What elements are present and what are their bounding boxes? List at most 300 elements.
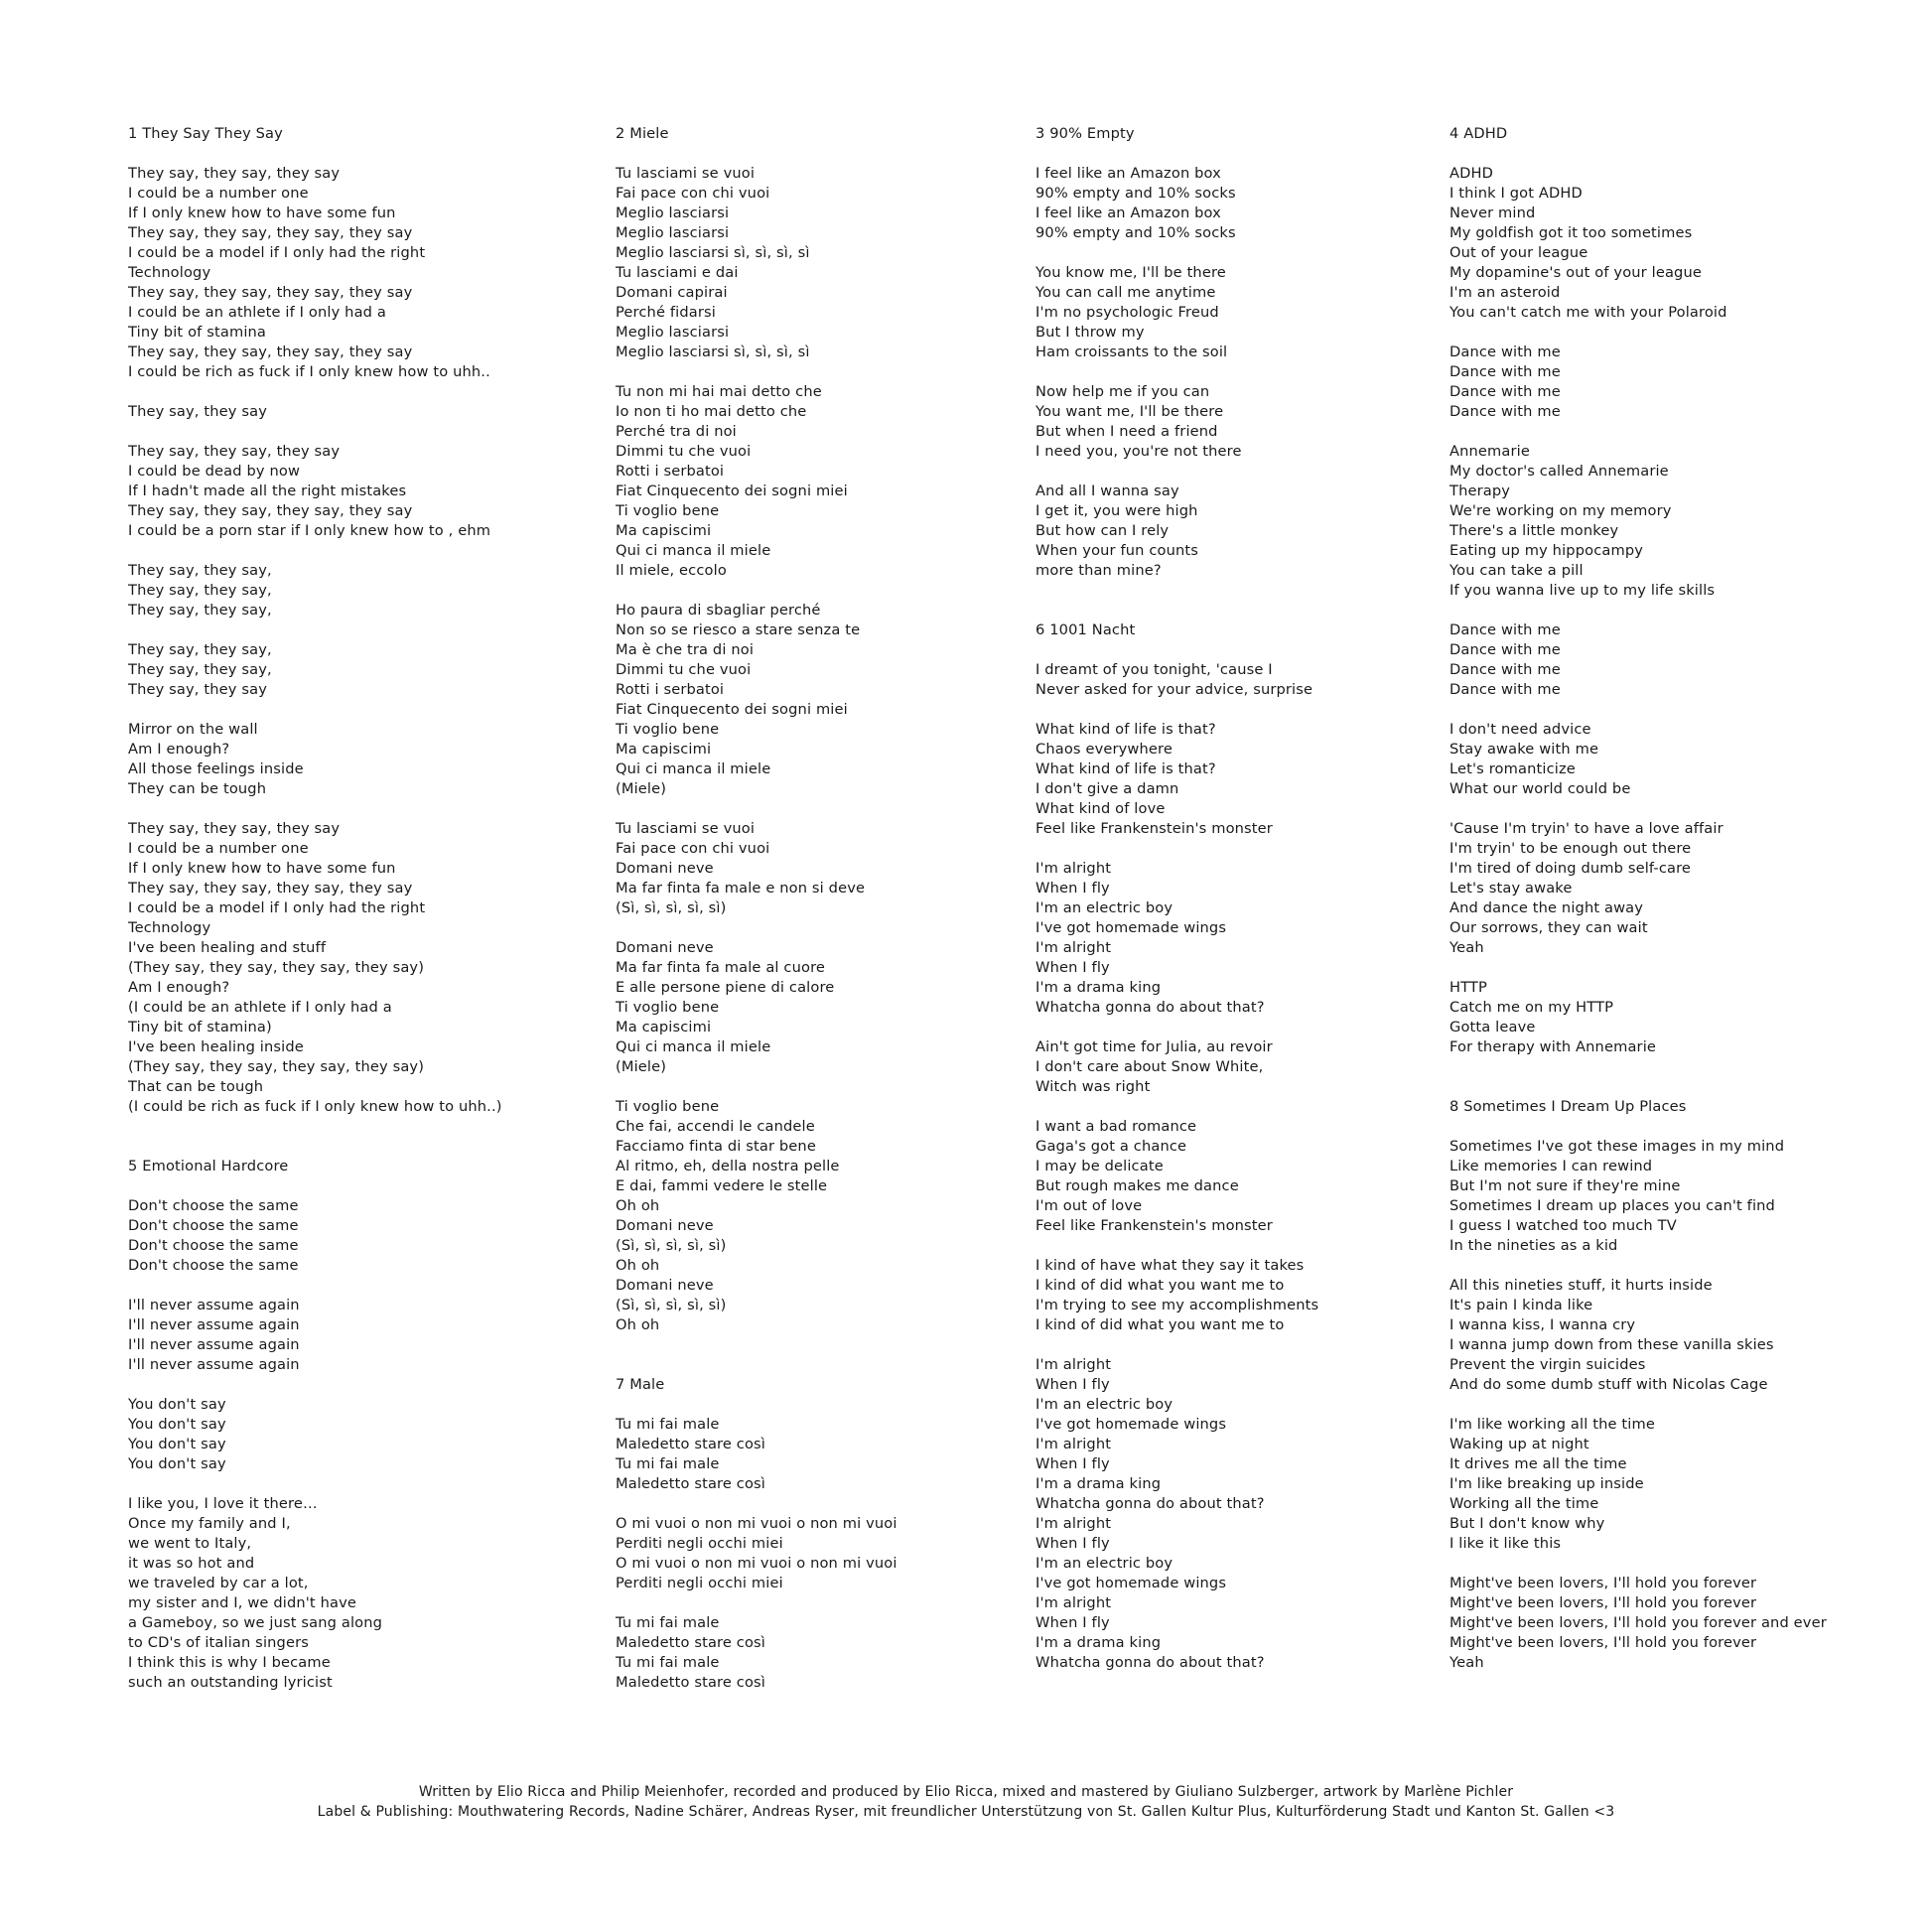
stanza <box>1035 859 1443 1018</box>
lyric-line: They say, they say, they say <box>128 443 341 460</box>
lyric-line: I could be rich as fuck if I only knew how to uhh.. <box>128 363 490 380</box>
lyric-line: Might've been lovers, I'll hold you forever and ever <box>1449 1614 1827 1631</box>
lyric-line: Mirror on the wall <box>128 721 258 738</box>
lyric-line: You don't say <box>128 1455 226 1472</box>
lyric-line: I'm alright <box>1035 860 1112 877</box>
lyric-line: Ma far finta fa male al cuore <box>616 959 826 976</box>
lyric-line: I wanna jump down from these vanilla skies <box>1449 1336 1774 1353</box>
lyric-line: You don't say <box>128 1436 226 1452</box>
lyric-line: Whatcha gonna do about that? <box>1035 1654 1265 1671</box>
lyric-line: I like it like this <box>1449 1535 1562 1552</box>
lyric-line: (Sì, sì, sì, sì, sì) <box>616 1237 727 1254</box>
lyric-line: it was so hot and <box>128 1555 255 1572</box>
lyric-line: Catch me on my HTTP <box>1449 999 1614 1016</box>
lyric-line: (Sì, sì, sì, sì, sì) <box>616 899 727 916</box>
lyric-line: I could be dead by now <box>128 463 301 480</box>
lyric-line: They say, they say, <box>128 641 272 658</box>
lyric-line: What our world could be <box>1449 780 1631 797</box>
lyric-line: Maledetto stare così <box>616 1674 765 1691</box>
lyric-line: When I fly <box>1035 1455 1110 1472</box>
lyric-line: I need you, you're not there <box>1035 443 1242 460</box>
lyric-line: I'm alright <box>1035 1436 1112 1452</box>
lyric-line: Might've been lovers, I'll hold you forever <box>1449 1634 1757 1651</box>
lyric-line: Meglio lasciarsi <box>616 224 730 241</box>
lyric-line: (They say, they say, they say, they say) <box>128 1058 425 1075</box>
lyric-line: When I fly <box>1035 1376 1110 1393</box>
lyric-line: Oh oh <box>616 1257 660 1274</box>
stanza <box>616 601 1023 799</box>
lyric-line: And do some dumb stuff with Nicolas Cage <box>1449 1376 1768 1393</box>
lyric-line: I could be a porn star if I only knew how to , ehm <box>128 522 491 539</box>
lyric-line: Dance with me <box>1449 344 1561 360</box>
lyric-line: Don't choose the same <box>128 1237 299 1254</box>
lyric-line: Don't choose the same <box>128 1257 299 1274</box>
lyric-line: Might've been lovers, I'll hold you forever <box>1449 1575 1757 1591</box>
stanza <box>1449 1415 1916 1554</box>
lyric-line: I'm tired of doing dumb self-care <box>1449 860 1692 877</box>
lyric-line: Ma far finta fa male e non si deve <box>616 880 866 897</box>
lyric-line: I want a bad romance <box>1035 1118 1197 1135</box>
lyrics-column-3 <box>1035 124 1443 1673</box>
lyric-line: I guess I watched too much TV <box>1449 1217 1677 1234</box>
lyric-line: I'm like breaking up inside <box>1449 1475 1644 1492</box>
lyric-line: Tu lasciami se vuoi <box>616 820 756 837</box>
lyric-line: Eating up my hippocampy <box>1449 542 1644 559</box>
stanza <box>1449 1276 1916 1395</box>
lyric-line: Meglio lasciarsi sì, sì, sì, sì <box>616 344 810 360</box>
lyric-line: Technology <box>128 919 211 936</box>
lyric-line: I could be a model if I only had the right <box>128 899 426 916</box>
lyrics-column-4 <box>1449 124 1916 1673</box>
lyric-line: You don't say <box>128 1416 226 1433</box>
lyric-line: Tu mi fai male <box>616 1455 720 1472</box>
lyric-line: Domani neve <box>616 1277 714 1294</box>
lyric-line: I feel like an Amazon box <box>1035 165 1221 182</box>
lyric-line: Maledetto stare così <box>616 1475 765 1492</box>
lyric-line: I kind of did what you want me to <box>1035 1316 1285 1333</box>
stanza <box>1035 660 1443 700</box>
lyric-line: Fiat Cinquecento dei sogni miei <box>616 483 848 499</box>
lyric-line: When I fly <box>1035 880 1110 897</box>
lyric-line: I've got homemade wings <box>1035 1575 1227 1591</box>
lyric-line: Fai pace con chi vuoi <box>616 185 770 202</box>
lyric-line: Perché fidarsi <box>616 304 716 321</box>
lyric-line: Sometimes I dream up places you can't find <box>1449 1197 1775 1214</box>
song-block <box>1035 621 1443 1673</box>
lyric-line: I'm a drama king <box>1035 1634 1162 1651</box>
song-title: 5 Emotional Hardcore <box>128 1158 289 1174</box>
lyric-line: Never mind <box>1449 205 1536 221</box>
lyric-line: Don't choose the same <box>128 1197 299 1214</box>
stanza <box>1449 442 1916 601</box>
lyric-line: Ho paura di sbagliar perché <box>616 602 821 619</box>
lyric-line: I kind of have what they say it takes <box>1035 1257 1305 1274</box>
lyric-line: What kind of love <box>1035 800 1166 817</box>
lyric-line: I'm alright <box>1035 1594 1112 1611</box>
lyric-line: Qui ci manca il miele <box>616 1038 771 1055</box>
song-block <box>1035 124 1443 581</box>
song-block <box>1449 124 1916 1057</box>
lyric-line: I'm tryin' to be enough out there <box>1449 840 1692 857</box>
stanza <box>1035 720 1443 839</box>
lyric-line: Domani neve <box>616 939 714 956</box>
lyric-line: Ma è che tra di noi <box>616 641 755 658</box>
lyric-line: When I fly <box>1035 959 1110 976</box>
lyric-line: They say, they say, they say, they say <box>128 502 413 519</box>
lyric-line: I'm an asteroid <box>1449 284 1561 301</box>
lyric-line: Let's romanticize <box>1449 760 1576 777</box>
lyric-line: And all I wanna say <box>1035 483 1179 499</box>
lyric-line: But how can I rely <box>1035 522 1170 539</box>
lyric-line: But I don't know why <box>1449 1515 1605 1532</box>
stanza <box>1035 482 1443 581</box>
lyric-line: (Miele) <box>616 1058 667 1075</box>
lyric-line: But I'm not sure if they're mine <box>1449 1177 1681 1194</box>
lyric-line: Ma capiscimi <box>616 1019 712 1035</box>
lyric-line: E dai, fammi vedere le stelle <box>616 1177 828 1194</box>
lyric-line: I'm out of love <box>1035 1197 1143 1214</box>
lyric-line: Witch was right <box>1035 1078 1151 1095</box>
lyric-line: Meglio lasciarsi sì, sì, sì, sì <box>616 244 810 261</box>
lyric-line: What kind of life is that? <box>1035 760 1216 777</box>
lyric-line: My doctor's called Annemarie <box>1449 463 1669 480</box>
lyric-line: Perditi negli occhi miei <box>616 1535 783 1552</box>
lyric-line: Ti voglio bene <box>616 999 720 1016</box>
lyric-line: I'm alright <box>1035 1356 1112 1373</box>
stanza <box>1449 1574 1916 1673</box>
stanza <box>1449 621 1916 700</box>
stanza <box>128 1296 595 1375</box>
lyric-line: Whatcha gonna do about that? <box>1035 999 1265 1016</box>
lyric-line: When your fun counts <box>1035 542 1199 559</box>
lyrics-column-2 <box>616 124 1023 1693</box>
lyric-line: There's a little monkey <box>1449 522 1619 539</box>
lyric-line: we traveled by car a lot, <box>128 1575 309 1591</box>
lyric-line: (They say, they say, they say, they say) <box>128 959 425 976</box>
lyric-line: Ma capiscimi <box>616 741 712 758</box>
lyric-line: Once my family and I, <box>128 1515 291 1532</box>
lyric-line: Io non ti ho mai detto che <box>616 403 807 420</box>
lyric-line: Dance with me <box>1449 621 1561 638</box>
lyric-line: I think I got ADHD <box>1449 185 1583 202</box>
lyric-line: I kind of did what you want me to <box>1035 1277 1285 1294</box>
lyric-line: Don't choose the same <box>128 1217 299 1234</box>
lyric-line: Dance with me <box>1449 363 1561 380</box>
lyric-line: Ma capiscimi <box>616 522 712 539</box>
lyric-line: I've got homemade wings <box>1035 1416 1227 1433</box>
lyric-line: They can be tough <box>128 780 267 797</box>
lyric-line: I don't need advice <box>1449 721 1591 738</box>
lyric-line: They say, they say <box>128 403 267 420</box>
stanza <box>128 819 595 1117</box>
lyric-line: Our sorrows, they can wait <box>1449 919 1648 936</box>
lyric-line: I feel like an Amazon box <box>1035 205 1221 221</box>
song-title: 6 1001 Nacht <box>1035 621 1136 638</box>
song-block <box>128 1157 595 1693</box>
lyric-line: Perditi negli occhi miei <box>616 1575 783 1591</box>
song-title: 7 Male <box>616 1376 665 1393</box>
lyric-line: It's pain I kinda like <box>1449 1297 1593 1313</box>
lyric-line: a Gameboy, so we just sang along <box>128 1614 383 1631</box>
stanza <box>616 1514 1023 1593</box>
lyric-line: Meglio lasciarsi <box>616 324 730 341</box>
lyric-line: Yeah <box>1449 1654 1484 1671</box>
lyric-line: Working all the time <box>1449 1495 1599 1512</box>
lyric-line: Domani neve <box>616 1217 714 1234</box>
lyric-line: I could be an athlete if I only had a <box>128 304 386 321</box>
lyric-line: Stay awake with me <box>1449 741 1599 758</box>
lyric-line: I could be a number one <box>128 840 309 857</box>
stanza <box>128 164 595 382</box>
lyric-line: Dimmi tu che vuoi <box>616 661 752 678</box>
lyric-line: Feel like Frankenstein's monster <box>1035 820 1273 837</box>
stanza <box>616 382 1023 581</box>
lyric-line: That can be tough <box>128 1078 264 1095</box>
credits-line-1: Written by Elio Ricca and Philip Meienhofer, recorded and produced by Elio Ricca, mixed and mastered by Giuliano Sulzberger, artwork by Marlène Pichler <box>418 1784 1514 1800</box>
lyric-line: Ti voglio bene <box>616 721 720 738</box>
lyric-line: When I fly <box>1035 1535 1110 1552</box>
lyric-line: Feel like Frankenstein's monster <box>1035 1217 1273 1234</box>
lyric-line: You don't say <box>128 1396 226 1413</box>
lyric-line: When I fly <box>1035 1614 1110 1631</box>
lyric-line: HTTP <box>1449 979 1487 996</box>
stanza <box>1449 343 1916 422</box>
lyric-line: I'll never assume again <box>128 1356 300 1373</box>
lyric-line: I've been healing inside <box>128 1038 304 1055</box>
lyric-line: If I only knew how to have some fun <box>128 205 396 221</box>
lyric-line: Tu mi fai male <box>616 1654 720 1671</box>
lyric-line: They say, they say, <box>128 602 272 619</box>
lyric-line: Tu lasciami se vuoi <box>616 165 756 182</box>
stanza <box>128 402 595 422</box>
lyric-line: They say, they say, <box>128 582 272 599</box>
lyric-line: I'm a drama king <box>1035 979 1162 996</box>
lyric-line: Prevent the virgin suicides <box>1449 1356 1646 1373</box>
lyric-line: (I could be an athlete if I only had a <box>128 999 392 1016</box>
song-block <box>1449 1097 1916 1673</box>
lyric-line: Ti voglio bene <box>616 1098 720 1115</box>
lyric-line: Dance with me <box>1449 681 1561 698</box>
stanza <box>1035 1037 1443 1097</box>
lyric-line: Rotti i serbatoi <box>616 681 725 698</box>
lyric-line: They say, they say, they say, they say <box>128 284 413 301</box>
lyric-line: Meglio lasciarsi <box>616 205 730 221</box>
stanza <box>1035 382 1443 462</box>
lyric-line: Fiat Cinquecento dei sogni miei <box>616 701 848 718</box>
lyric-line: In the nineties as a kid <box>1449 1237 1618 1254</box>
lyric-line: Never asked for your advice, surprise <box>1035 681 1313 698</box>
lyric-line: Gaga's got a chance <box>1035 1138 1187 1155</box>
lyric-line: Fai pace con chi vuoi <box>616 840 770 857</box>
lyric-line: Technology <box>128 264 211 281</box>
song-title: 2 Miele <box>616 125 669 142</box>
lyric-line: O mi vuoi o non mi vuoi o non mi vuoi <box>616 1515 897 1532</box>
lyric-line: I'm no psychologic Freud <box>1035 304 1219 321</box>
lyric-line: Therapy <box>1449 483 1511 499</box>
lyric-line: I've been healing and stuff <box>128 939 327 956</box>
lyric-line: You want me, I'll be there <box>1035 403 1224 420</box>
lyric-line: more than mine? <box>1035 562 1162 579</box>
lyric-line: O mi vuoi o non mi vuoi o non mi vuoi <box>616 1555 897 1572</box>
stanza <box>1035 1355 1443 1673</box>
stanza <box>1449 819 1916 958</box>
lyric-line: I'm an electric boy <box>1035 1555 1173 1572</box>
stanza <box>128 720 595 799</box>
credits-footer <box>0 1782 1932 1822</box>
song-title: 1 They Say They Say <box>128 125 283 142</box>
lyric-line: I'm alright <box>1035 1515 1112 1532</box>
lyric-line: Tu lasciami e dai <box>616 264 739 281</box>
lyric-line: It drives me all the time <box>1449 1455 1627 1472</box>
lyric-line: I like you, I love it there… <box>128 1495 318 1512</box>
stanza <box>128 1395 595 1474</box>
lyric-line: Tiny bit of stamina <box>128 324 267 341</box>
lyric-line: Annemarie <box>1449 443 1531 460</box>
lyric-line: Dance with me <box>1449 403 1561 420</box>
lyric-line: If I only knew how to have some fun <box>128 860 396 877</box>
song-title: 3 90% Empty <box>1035 125 1135 142</box>
stanza <box>616 1613 1023 1693</box>
song-title: 8 Sometimes I Dream Up Places <box>1449 1098 1687 1115</box>
lyric-line: I'm like working all the time <box>1449 1416 1655 1433</box>
lyric-line: Am I enough? <box>128 741 230 758</box>
lyric-line: Al ritmo, eh, della nostra pelle <box>616 1158 840 1174</box>
lyric-line: I'm alright <box>1035 939 1112 956</box>
lyric-line: Am I enough? <box>128 979 230 996</box>
lyric-line: I'm an electric boy <box>1035 1396 1173 1413</box>
lyric-line: Out of your league <box>1449 244 1588 261</box>
lyric-line: I think this is why I became <box>128 1654 331 1671</box>
lyric-line: They say, they say, they say <box>128 165 341 182</box>
lyric-line: Maledetto stare così <box>616 1634 765 1651</box>
lyric-line: I get it, you were high <box>1035 502 1198 519</box>
lyric-line: Dance with me <box>1449 641 1561 658</box>
lyric-line: Tiny bit of stamina) <box>128 1019 272 1035</box>
stanza <box>1035 1256 1443 1335</box>
lyric-line: But I throw my <box>1035 324 1145 341</box>
lyric-line: I'll never assume again <box>128 1316 300 1333</box>
lyric-line: we went to Italy, <box>128 1535 252 1552</box>
lyric-line: They say, they say, they say <box>128 820 341 837</box>
lyric-line: If you wanna live up to my life skills <box>1449 582 1716 599</box>
lyric-line: Tu mi fai male <box>616 1416 720 1433</box>
stanza <box>616 938 1023 1077</box>
lyric-line: My goldfish got it too sometimes <box>1449 224 1693 241</box>
lyric-line: You can't catch me with your Polaroid <box>1449 304 1727 321</box>
lyric-line: They say, they say <box>128 681 267 698</box>
lyric-line: I may be delicate <box>1035 1158 1164 1174</box>
lyric-line: They say, they say, they say, they say <box>128 344 413 360</box>
lyric-line: my sister and I, we didn't have <box>128 1594 356 1611</box>
lyric-line: Domani neve <box>616 860 714 877</box>
lyric-line: You can call me anytime <box>1035 284 1216 301</box>
lyric-line: Now help me if you can <box>1035 383 1210 400</box>
stanza <box>616 164 1023 362</box>
lyric-line: All this nineties stuff, it hurts inside <box>1449 1277 1713 1294</box>
lyrics-column-1 <box>128 124 595 1693</box>
lyric-line: They say, they say, they say, they say <box>128 880 413 897</box>
lyric-line: Like memories I can rewind <box>1449 1158 1653 1174</box>
lyric-line: Domani capirai <box>616 284 728 301</box>
stanza <box>1035 164 1443 243</box>
stanza <box>128 640 595 700</box>
lyric-line: For therapy with Annemarie <box>1449 1038 1657 1055</box>
lyric-line: Facciamo finta di star bene <box>616 1138 816 1155</box>
lyric-line: Qui ci manca il miele <box>616 760 771 777</box>
lyric-line: I don't care about Snow White, <box>1035 1058 1264 1075</box>
lyric-line: I dreamt of you tonight, 'cause I <box>1035 661 1273 678</box>
lyric-line: I could be a model if I only had the right <box>128 244 426 261</box>
lyric-line: Qui ci manca il miele <box>616 542 771 559</box>
lyric-line: E alle persone piene di calore <box>616 979 835 996</box>
lyric-line: My dopamine's out of your league <box>1449 264 1702 281</box>
stanza <box>1035 263 1443 362</box>
lyric-line: We're working on my memory <box>1449 502 1672 519</box>
stanza <box>616 1415 1023 1494</box>
song-title: 4 ADHD <box>1449 125 1508 142</box>
lyric-line: I'll never assume again <box>128 1297 300 1313</box>
lyric-line: Oh oh <box>616 1316 660 1333</box>
credits-line-2: Label & Publishing: Mouthwatering Records, Nadine Schärer, Andreas Ryser, mit freundlicher Unterstützung von St. Gallen Kultur Plus, Kulturförderung Stadt und Kanton St. Gallen <3 <box>317 1804 1615 1820</box>
lyric-line: Dance with me <box>1449 661 1561 678</box>
stanza <box>128 561 595 621</box>
song-block <box>616 124 1023 1335</box>
lyric-line: And dance the night away <box>1449 899 1644 916</box>
stanza <box>1449 978 1916 1057</box>
lyric-line: Ain't got time for Julia, au revoir <box>1035 1038 1273 1055</box>
lyric-line: 'Cause I'm tryin' to have a love affair <box>1449 820 1724 837</box>
lyric-line: What kind of life is that? <box>1035 721 1216 738</box>
lyric-line: Let's stay awake <box>1449 880 1573 897</box>
lyric-line: Yeah <box>1449 939 1484 956</box>
lyric-line: Maledetto stare così <box>616 1436 765 1452</box>
lyric-line: Whatcha gonna do about that? <box>1035 1495 1265 1512</box>
lyric-line: Sometimes I've got these images in my mind <box>1449 1138 1785 1155</box>
lyric-line: Ham croissants to the soil <box>1035 344 1228 360</box>
stanza <box>128 1196 595 1276</box>
stanza <box>128 442 595 541</box>
lyric-line: ADHD <box>1449 165 1494 182</box>
lyric-line: They say, they say, <box>128 562 272 579</box>
stanza <box>1035 1117 1443 1236</box>
lyric-line: They say, they say, <box>128 661 272 678</box>
stanza <box>1449 164 1916 323</box>
lyric-line: 90% empty and 10% socks <box>1035 185 1236 202</box>
lyric-line: Oh oh <box>616 1197 660 1214</box>
lyric-line: Ti voglio bene <box>616 502 720 519</box>
lyric-line: I could be a number one <box>128 185 309 202</box>
stanza <box>128 1494 595 1693</box>
lyric-line: Il miele, eccolo <box>616 562 727 579</box>
stanza <box>616 1097 1023 1335</box>
lyric-line: I've got homemade wings <box>1035 919 1227 936</box>
lyric-line: (Miele) <box>616 780 667 797</box>
stanza <box>1449 720 1916 799</box>
lyric-line: (I could be rich as fuck if I only knew how to uhh..) <box>128 1098 502 1115</box>
lyric-line: If I hadn't made all the right mistakes <box>128 483 407 499</box>
lyric-line: Rotti i serbatoi <box>616 463 725 480</box>
lyric-line: Gotta leave <box>1449 1019 1536 1035</box>
lyric-line: I don't give a damn <box>1035 780 1179 797</box>
lyric-line: Tu non mi hai mai detto che <box>616 383 822 400</box>
stanza <box>1449 1137 1916 1256</box>
lyric-line: Might've been lovers, I'll hold you forever <box>1449 1594 1757 1611</box>
lyric-line: All those feelings inside <box>128 760 304 777</box>
song-block <box>128 124 595 1117</box>
lyric-line: You know me, I'll be there <box>1035 264 1226 281</box>
song-block <box>616 1375 1023 1693</box>
lyric-line: Che fai, accendi le candele <box>616 1118 815 1135</box>
